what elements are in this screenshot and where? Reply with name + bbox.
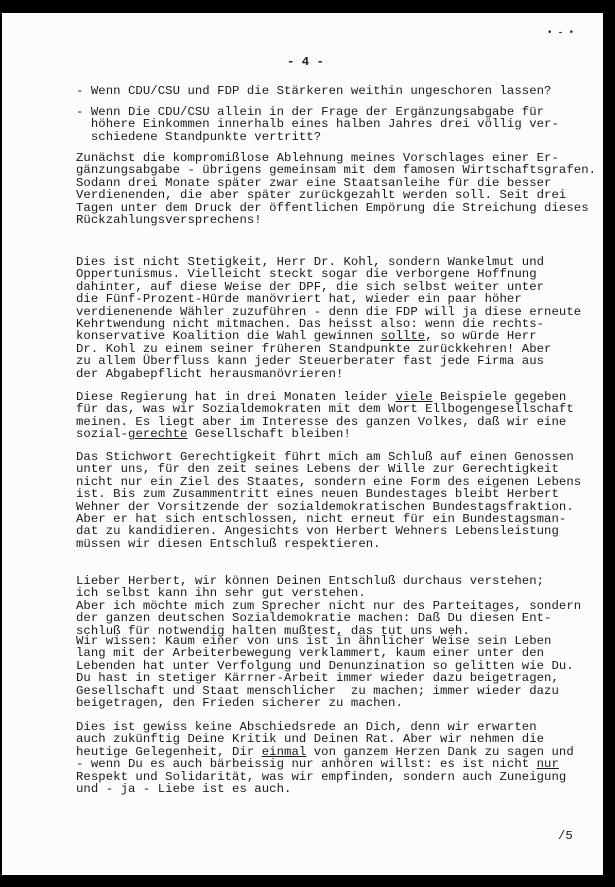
text-line: schiedene Standpunkte vertritt? (76, 129, 322, 144)
paragraph (76, 256, 581, 380)
page-number: - 4 - (287, 55, 324, 69)
text-line: beigetragen, den Frieden sicherer zu machen. (76, 695, 403, 710)
text-line: Dr. Kohl zu einem seiner früheren Standpunkte zurückkehren! Aber (76, 341, 552, 356)
text-line: der ganzen deutschen Sozialdemokratie machen: Daß Du diesen Ent- (76, 611, 552, 626)
text-line: ist. Bis zum Zusammentritt eines neuen Bundestages bleibt Herbert (76, 487, 559, 502)
text-segment: - wenn Du es auch bärbeissig nur anhören willst: es ist nicht (76, 757, 537, 772)
text-line: Gesellschaft und Staat menschlicher zu machen; immer wieder dazu (76, 683, 559, 698)
text-line: höhere Einkommen innerhalb eines halben Jahres drei völlig ver- (76, 117, 559, 132)
continuation-marker: /5 (558, 829, 573, 843)
underlined-word: einmal (261, 744, 307, 759)
text-segment: Gesellschaft bleiben! (187, 427, 351, 442)
text-line: ich selbst kann ihn sehr gut verstehen. (76, 586, 366, 601)
underlined-word: sollte (380, 329, 426, 344)
text-line: auch zukünftig Deine Kritik und Deinen Rat. Aber wir nehmen die (76, 732, 545, 747)
text-line: Lieber Herbert, wir können Deinen Entschluß durchaus verstehen; (76, 574, 545, 588)
text-line: lang mit der Arbeiterbewegung verklammert, kaum einer unter den (76, 646, 545, 661)
text-line: der Abgabepflicht herausmanövrieren! (76, 366, 344, 381)
text-segment: von ganzem Herzen Dank zu sagen und (306, 744, 574, 759)
text-segment: , so würde Herr (425, 329, 537, 344)
text-line: schluß für notwendig halten mußtest, das tut uns weh. (76, 623, 470, 638)
text-line: Zunächst die kompromißlose Ablehnung meines Vorschlages einer Er- (76, 151, 559, 165)
text-line: - Wenn Die CDU/CSU allein in der Frage der Ergänzungsabgabe für (76, 105, 545, 119)
paragraph (76, 575, 581, 637)
text-segment: heutige Gelegenheit, Dir (76, 744, 262, 759)
text-line: unter uns, für den zeit seines Lebens der Wille zur Gerechtigkeit (76, 462, 559, 477)
text-line: Aber ich möchte mich zum Sprecher nicht nur des Parteitages, sondern (76, 598, 582, 613)
text-line: Dies ist gewiss keine Abschiedsrede an Dich, denn wir erwarten (76, 720, 537, 734)
text-line: Respekt und Solidarität, was wir empfinden, sondern auch Zuneigung (76, 769, 567, 784)
paragraph (76, 391, 574, 441)
text-line: Tagen unter dem Druck der öffentlichen Empörung die Streichung dieses (76, 200, 589, 215)
text-line: Sodann drei Monate später zwar eine Staatsanleihe für die besser (76, 175, 552, 190)
text-line: und - ja - Liebe ist es auch. (76, 781, 292, 796)
text-line: Oppertunismus. Vielleicht steckt sogar die verborgene Hoffnung (76, 267, 537, 282)
text-line: Du hast in stetiger Kärrner-Arbeit immer wieder dazu beigetragen, (76, 671, 559, 686)
text-line: dahinter, auf diese Weise der DPF, die sich selbst weiter unter (76, 279, 545, 294)
text-line: müssen wir diesen Entschluß respektieren. (76, 536, 381, 551)
text-line (76, 428, 574, 440)
text-segment: konservative Koalition die Wahl gewinnen (76, 329, 381, 344)
paragraph (76, 635, 574, 709)
text-line: dat zu kandidieren. Angesichts von Herbert Wehners Lebensleistung (76, 524, 559, 539)
text-line: Wehner der Vorsitzende der sozialdemokratischen Bundestagsfraktion. (76, 499, 574, 514)
paragraph (76, 721, 574, 795)
text-line (76, 330, 581, 342)
text-line: Verdienenden, die aber später zurückgezahlt werden soll. Seit drei (76, 188, 567, 203)
text-line: verdienenende Wähler zuzuführen - denn die FDP will ja diese erneute (76, 304, 582, 319)
document-page (2, 13, 603, 875)
text-line: für das, was wir Sozialdemokraten mit dem Wort Ellbogengesellschaft (76, 402, 574, 417)
underlined-word: nur (536, 757, 559, 772)
text-line: Rückzahlungsversprechens! (76, 212, 262, 227)
text-line (76, 758, 574, 770)
text-line: zu allem Überfluss kann jeder Steuerberater fast jede Firma aus (76, 354, 545, 369)
text-line: Wir wissen: Kaum einer von uns ist in ähnlicher Weise sein Leben (76, 634, 552, 648)
text-line: die Fünf-Prozent-Hürde manövriert hat, wieder ein paar höher (76, 292, 522, 307)
underlined-word: gerechte (128, 427, 188, 442)
paragraph (76, 85, 551, 97)
text-line: nicht nur ein Ziel des Staates, sondern eine Form des eigenen Lebens (76, 474, 582, 489)
text-line: Das Stichwort Gerechtigkeit führt mich am Schluß auf einen Genossen (76, 450, 574, 464)
paragraph (76, 106, 559, 143)
text-line: Lebenden hat unter Verfolgung und Denunzination so gelitten wie Du. (76, 658, 574, 673)
underlined-word: viele (395, 390, 433, 404)
paragraph (76, 451, 581, 550)
text-segment: sozial- (76, 427, 129, 442)
text-line: Kehrtwendung nicht mitmachen. Das heisst also: wenn die rechts- (76, 316, 545, 331)
text-line: - Wenn CDU/CSU und FDP die Stärkeren weithin ungeschoren lassen? (76, 84, 552, 98)
text-line: meinen. Es liegt aber im Interesse des ganzen Volkes, daß wir eine (76, 414, 567, 429)
text-segment: Diese Regierung hat in drei Monaten leider (76, 390, 396, 404)
text-line: Aber er hat sich entschlossen, nicht erneut für ein Bundestagsman- (76, 511, 567, 526)
text-line: gänzungsabgabe - übrigens gemeinsam mit dem famosen Wirtschaftsgrafen. (76, 163, 597, 178)
text-segment: Beispiele gegeben (432, 390, 567, 404)
paragraph (76, 152, 596, 226)
corner-marks: • ‐ • (547, 28, 575, 38)
text-line: Dies ist nicht Stetigkeit, Herr Dr. Kohl, sondern Wankelmut und (76, 255, 545, 269)
